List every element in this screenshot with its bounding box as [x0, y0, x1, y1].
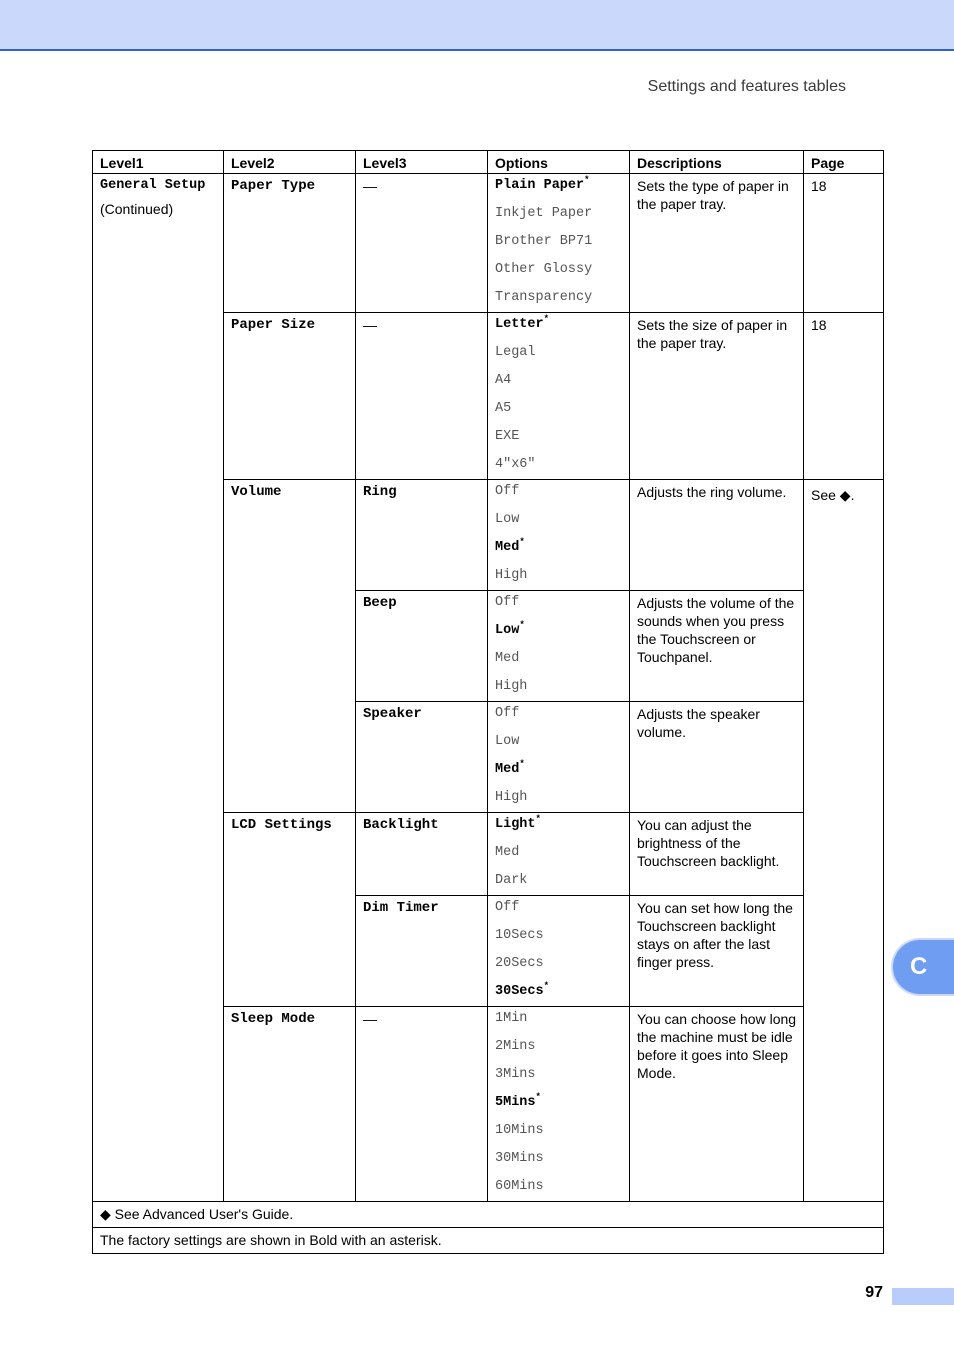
option-item: High: [495, 790, 528, 805]
options-speaker: [488, 702, 630, 813]
settings-table: [92, 150, 884, 1254]
description-dim-timer: You can set how long the Touchscreen backlight stays on after the last finger press.: [630, 896, 804, 1007]
header-row: [93, 151, 884, 174]
level1-continued-note: (Continued): [100, 201, 174, 217]
level3-ring: Ring: [356, 480, 488, 591]
option-item: 20Secs: [495, 956, 544, 971]
option-item: Dark: [495, 873, 528, 888]
option-item: 30Secs*: [495, 981, 550, 999]
option-item: Off: [495, 900, 520, 915]
option-item: Low: [495, 734, 520, 749]
option-item: A4: [495, 373, 512, 388]
description-ring: Adjusts the ring volume.: [630, 480, 804, 591]
footnote-advanced-guide: ◆ See Advanced User's Guide.: [93, 1202, 884, 1228]
option-item: Low*: [495, 620, 525, 638]
col-header-level1: Level1: [93, 151, 224, 174]
level3-speaker: Speaker: [356, 702, 488, 813]
options-dim-timer: [488, 896, 630, 1007]
level2-lcd-settings: LCD Settings: [224, 813, 356, 1007]
level3-beep: Beep: [356, 591, 488, 702]
page-number-bar: [892, 1288, 954, 1305]
level3-paper-type: —: [356, 174, 488, 313]
description-sleep-mode: You can choose how long the machine must be idle before it goes into Sleep Mode.: [630, 1007, 804, 1202]
option-item: Inkjet Paper: [495, 206, 593, 221]
col-header-options: Options: [488, 151, 630, 174]
level2-paper-size: Paper Size: [224, 313, 356, 480]
footnote-row-defaults: [93, 1228, 884, 1254]
col-header-descriptions: Descriptions: [630, 151, 804, 174]
option-item: 3Mins: [495, 1067, 536, 1082]
running-title: Settings and features tables: [647, 78, 846, 95]
option-item: Off: [495, 706, 520, 721]
option-item: Light*: [495, 814, 541, 832]
options-ring: [488, 480, 630, 591]
level3-backlight: Backlight: [356, 813, 488, 896]
description-speaker: Adjusts the speaker volume.: [630, 702, 804, 813]
option-item: Med*: [495, 537, 525, 555]
description-paper-type: Sets the type of paper in the paper tray.: [630, 174, 804, 313]
option-item: Med*: [495, 759, 525, 777]
option-item: Med: [495, 845, 520, 860]
top-header-band: [0, 0, 954, 51]
options-paper-size: [488, 313, 630, 480]
options-beep: [488, 591, 630, 702]
col-header-level2: Level2: [224, 151, 356, 174]
option-item: 10Mins: [495, 1123, 544, 1138]
option-item: A5: [495, 401, 512, 416]
level3-sleep-mode: —: [356, 1007, 488, 1202]
option-item: High: [495, 679, 528, 694]
option-item: Letter*: [495, 314, 550, 332]
option-item: Off: [495, 595, 520, 610]
see-advanced-guide-text: See ◆.: [811, 487, 855, 503]
level1-cell: [93, 174, 224, 1202]
footnote-row-guide: [93, 1202, 884, 1228]
page-paper-type: 18: [804, 174, 884, 313]
option-item: High: [495, 568, 528, 583]
option-item: 2Mins: [495, 1039, 536, 1054]
option-item: EXE: [495, 429, 520, 444]
level3-dim-timer: Dim Timer: [356, 896, 488, 1007]
option-item: Brother BP71: [495, 234, 593, 249]
options-backlight: [488, 813, 630, 896]
page-paper-size: 18: [804, 313, 884, 480]
option-item: Low: [495, 512, 520, 527]
page-see-reference: [804, 480, 884, 1202]
option-item: Transparency: [495, 290, 593, 305]
option-item: Legal: [495, 345, 536, 360]
description-beep: Adjusts the volume of the sounds when you press the Touchscreen or Touchpanel.: [630, 591, 804, 702]
table-row-paper-type: [93, 174, 884, 313]
option-item: Med: [495, 651, 520, 666]
description-paper-size: Sets the size of paper in the paper tray.: [630, 313, 804, 480]
col-header-page: Page: [804, 151, 884, 174]
chapter-tab-letter: C: [910, 953, 928, 980]
level2-paper-type: Paper Type: [224, 174, 356, 313]
option-item: 1Min: [495, 1011, 528, 1026]
chapter-tab: [893, 940, 954, 994]
options-sleep-mode: [488, 1007, 630, 1202]
option-item: 30Mins: [495, 1151, 544, 1166]
options-paper-type: [488, 174, 630, 313]
option-item: Other Glossy: [495, 262, 593, 277]
level3-paper-size: —: [356, 313, 488, 480]
option-item: 60Mins: [495, 1179, 544, 1194]
page-number: 97: [865, 1284, 883, 1301]
option-item: Plain Paper*: [495, 175, 590, 193]
option-item: Off: [495, 484, 520, 499]
level2-volume: Volume: [224, 480, 356, 813]
col-header-level3: Level3: [356, 151, 488, 174]
level1-name: General Setup: [100, 178, 206, 193]
option-item: 4"x6": [495, 457, 536, 472]
description-backlight: You can adjust the brightness of the Touchscreen backlight.: [630, 813, 804, 896]
level2-sleep-mode: Sleep Mode: [224, 1007, 356, 1202]
footnote-factory-defaults: The factory settings are shown in Bold with an asterisk.: [93, 1228, 884, 1254]
option-item: 5Mins*: [495, 1092, 541, 1110]
option-item: 10Secs: [495, 928, 544, 943]
